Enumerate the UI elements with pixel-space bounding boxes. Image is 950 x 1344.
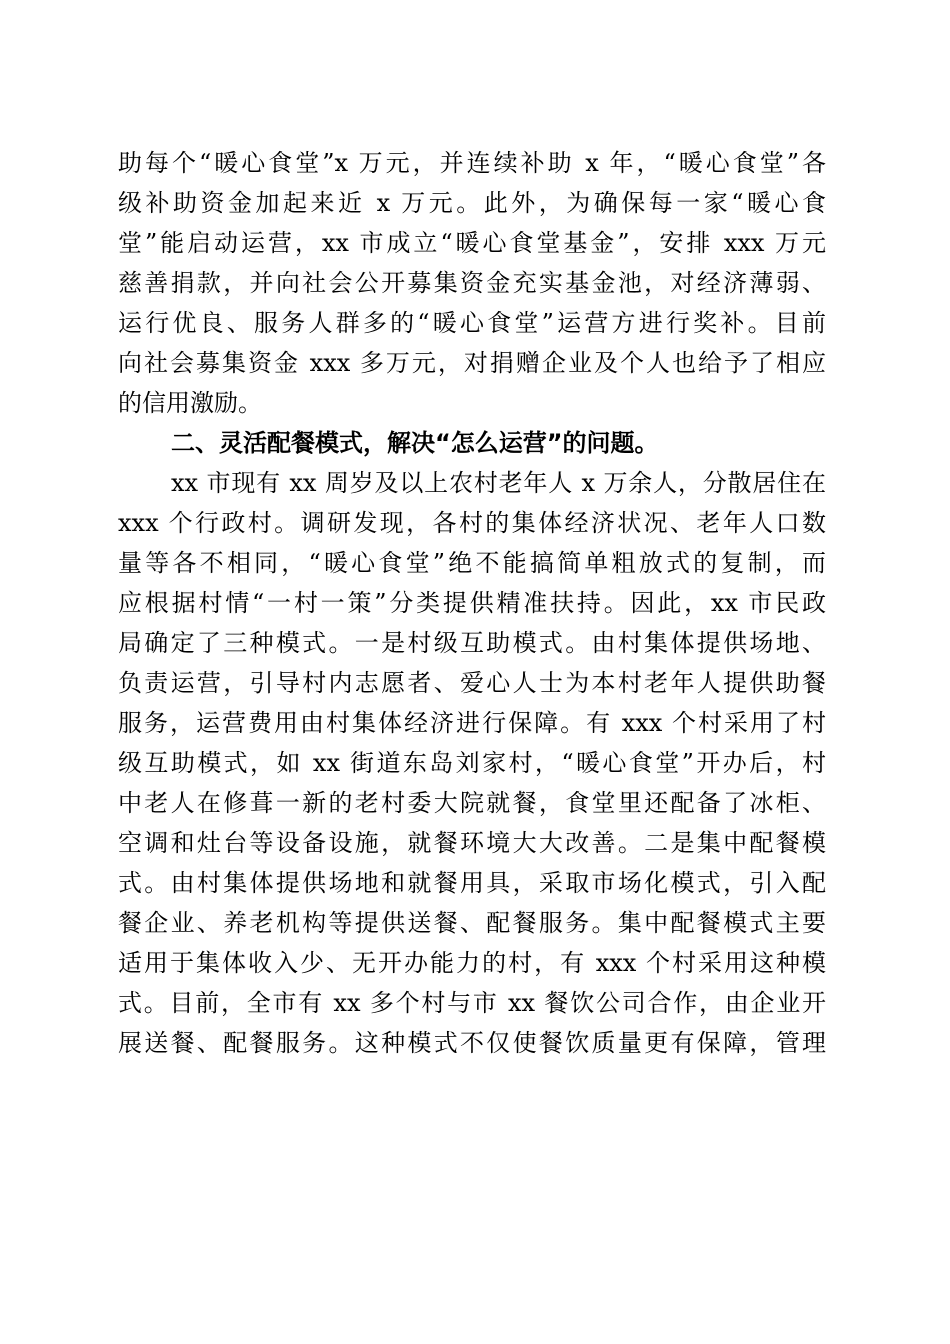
text-line: 适用于集体收入少、无开办能力的村，有 xxx 个村采用这种模 xyxy=(118,949,826,977)
document-body xyxy=(118,143,826,1063)
text-line: xxx 个行政村。调研发现，各村的集体经济状况、老年人口数 xyxy=(118,509,826,537)
text-line: 空调和灶台等设备设施，就餐环境大大改善。二是集中配餐模 xyxy=(118,829,826,857)
paragraph-meal-models xyxy=(118,463,826,1063)
section-heading: 二、灵活配餐模式，解决“怎么运营”的问题。 xyxy=(171,429,659,457)
text-line: 应根据村情“一村一策”分类提供精准扶持。因此，xx 市民政 xyxy=(118,589,826,617)
text-line: 助每个“暖心食堂”x 万元，并连续补助 x 年，“暖心食堂”各 xyxy=(118,149,826,177)
text-line: 负责运营，引导村内志愿者、爱心人士为本村老年人提供助餐 xyxy=(118,669,826,697)
text-line: 向社会募集资金 xxx 多万元，对捐赠企业及个人也给予了相应 xyxy=(118,349,826,377)
text-line: 局确定了三种模式。一是村级互助模式。由村集体提供场地、 xyxy=(118,629,826,657)
text-line: 餐企业、养老机构等提供送餐、配餐服务。集中配餐模式主要 xyxy=(118,909,826,937)
text-line: 慈善捐款，并向社会公开募集资金充实基金池，对经济薄弱、 xyxy=(118,269,826,297)
text-line: 式。由村集体提供场地和就餐用具，采取市场化模式，引入配 xyxy=(118,869,826,897)
text-line: 展送餐、配餐服务。这种模式不仅使餐饮质量更有保障，管理 xyxy=(118,1029,826,1057)
text-line: 服务，运营费用由村集体经济进行保障。有 xxx 个村采用了村 xyxy=(118,709,826,737)
text-line: 式。目前，全市有 xx 多个村与市 xx 餐饮公司合作，由企业开 xyxy=(118,989,826,1017)
text-line: 量等各不相同，“暖心食堂”绝不能搞简单粗放式的复制，而 xyxy=(118,549,826,577)
text-line: 运行优良、服务人群多的“暖心食堂”运营方进行奖补。目前 xyxy=(118,309,826,337)
text-line: 的信用激励。 xyxy=(118,389,262,417)
paragraph-funding xyxy=(118,143,826,423)
text-line: 中老人在修葺一新的老村委大院就餐，食堂里还配备了冰柜、 xyxy=(118,789,826,817)
text-line: 级补助资金加起来近 x 万元。此外，为确保每一家“暖心食 xyxy=(118,189,826,217)
text-line: xx 市现有 xx 周岁及以上农村老年人 x 万余人，分散居住在 xyxy=(171,469,826,497)
text-line: 堂”能启动运营，xx 市成立“暖心食堂基金”，安排 xxx 万元 xyxy=(118,229,826,257)
text-line: 级互助模式，如 xx 街道东岛刘家村，“暖心食堂”开办后，村 xyxy=(118,749,826,777)
